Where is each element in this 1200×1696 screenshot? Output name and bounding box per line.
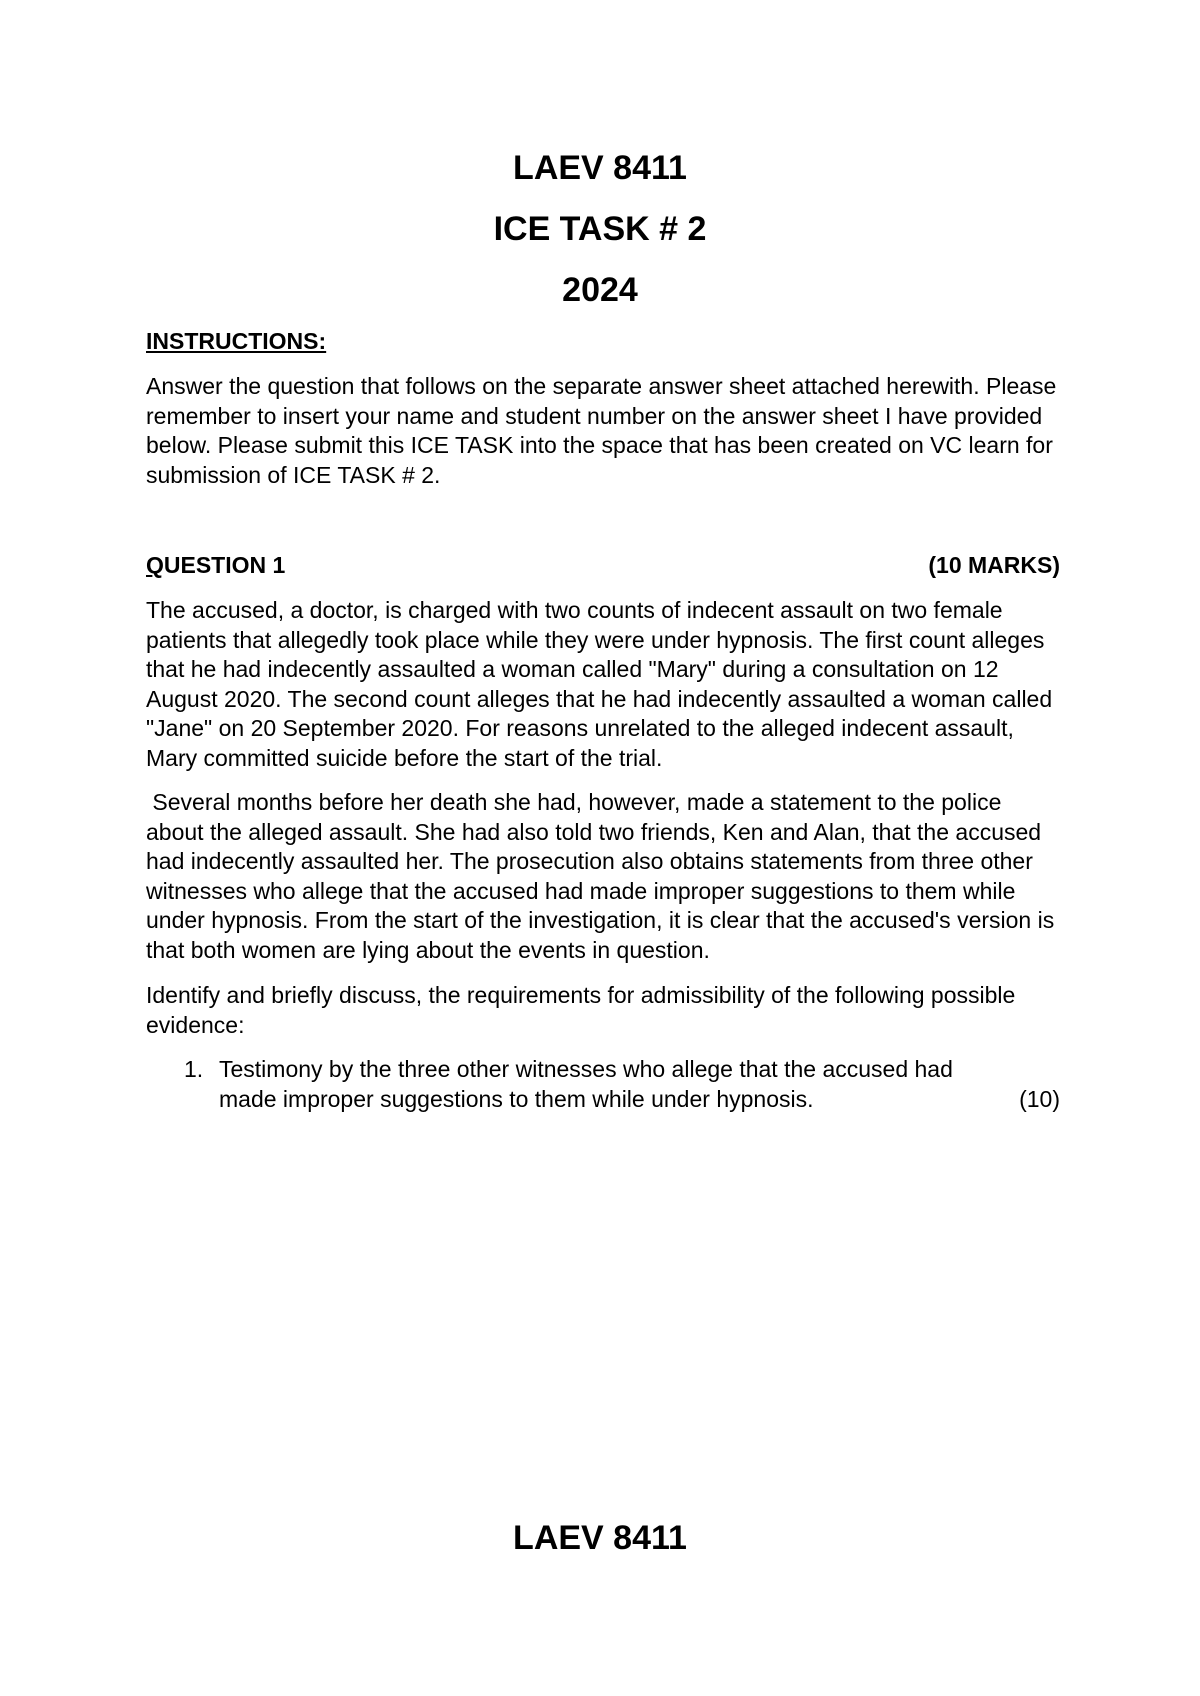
- course-code-title: LAEV 8411: [513, 149, 687, 187]
- question-paragraph-1-block: [146, 596, 1060, 773]
- question-title: QUESTION 1: [146, 552, 286, 578]
- question-paragraph-2-block: [146, 788, 1060, 965]
- list-item-number: 1.: [184, 1056, 204, 1082]
- list-item-text: Testimony by the three other witnesses who allege that the accused had made improper suggestions to them while under hypnosis.: [219, 1056, 953, 1112]
- question-prompt: Identify and briefly discuss, the requirements for admissibility of the following possible evidence:: [146, 982, 1016, 1038]
- instructions-text: Answer the question that follows on the separate answer sheet attached herewith. Please remember to insert your name and student number on the answer sheet I have provided below. Please submit this ICE TASK into the space that has been created on VC learn for submission of ICE TASK # 2.: [146, 373, 1057, 488]
- task-title: ICE TASK # 2: [493, 210, 707, 248]
- instructions-heading: INSTRUCTIONS:: [146, 328, 327, 354]
- footer-course-code: LAEV 8411: [513, 1519, 687, 1557]
- question-paragraph-1: The accused, a doctor, is charged with two counts of indecent assault on two female patients that allegedly took place while they were under hypnosis. The first count alleges that he had indecently assaulted a woman called "Mary" during a consultation on 12 August 2020. The second count alleges that he had indecently assaulted a woman called "Jane" on 20 September 2020. For reasons unrelated to the alleged indecent assault, Mary committed suicide before the start of the trial.: [146, 597, 1053, 771]
- question-marks: (10 MARKS): [928, 552, 1060, 578]
- year-title: 2024: [562, 271, 638, 309]
- instructions-text-block: [146, 372, 1060, 490]
- question-prompt-block: [146, 981, 1060, 1040]
- question-paragraph-2: Several months before her death she had, however, made a statement to the police about the alleged assault. She had also told two friends, Ken and Alan, that the accused had indecently assaulted her. The prosecution also obtains statements from three other witnesses who allege that the accused had made improper suggestions to them while under hypnosis. From the start of the investigation, it is clear that the accused's version is that both women are lying about the events in question.: [146, 789, 1061, 963]
- list-item-marks: (10): [1019, 1085, 1060, 1112]
- question-heading: [146, 550, 1060, 580]
